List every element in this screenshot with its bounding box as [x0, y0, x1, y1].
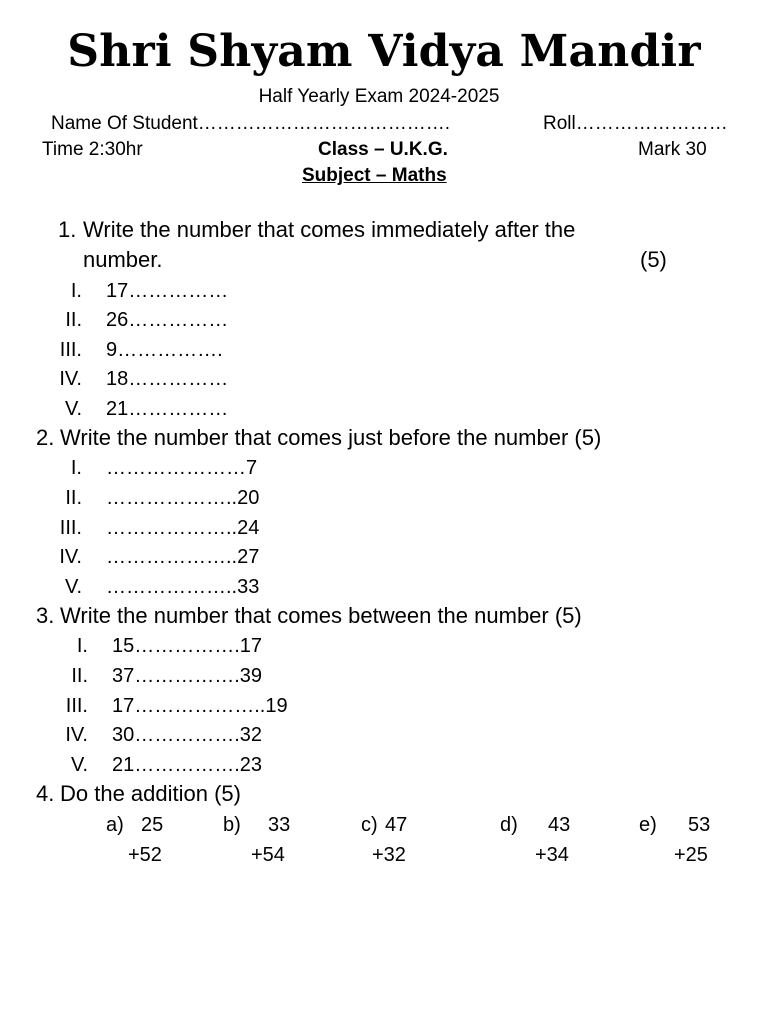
- blank-answer: 26……………: [106, 309, 229, 331]
- question-3-items: [0, 635, 768, 785]
- roman-numeral: II.: [65, 309, 82, 331]
- sum-top-number: 33: [268, 814, 291, 836]
- list-item: [0, 309, 400, 335]
- blank-answer: …………………7: [106, 457, 258, 479]
- class-label: Class – U.K.G.: [318, 139, 448, 160]
- blank-answer: 9…………….: [106, 339, 223, 361]
- exam-title: Half Yearly Exam 2024-2025: [258, 86, 500, 107]
- sum-label: c): [361, 814, 378, 836]
- sum-top-number: 43: [548, 814, 571, 836]
- list-item: [0, 576, 400, 602]
- sum-label: e): [639, 814, 657, 836]
- sum-bottom-number: +25: [674, 844, 708, 866]
- sum-bottom-number: +34: [535, 844, 569, 866]
- question-2: [0, 425, 768, 455]
- roman-numeral: I.: [70, 280, 82, 302]
- student-name-field: Name Of Student………………………………….: [51, 113, 451, 134]
- list-item: [0, 754, 400, 780]
- list-item: [0, 695, 400, 721]
- roll-field: Roll……………………: [543, 113, 728, 134]
- subject-label: Subject – Maths: [302, 165, 447, 186]
- blank-answer: 21……………: [106, 398, 229, 420]
- question-marks: (5): [640, 247, 667, 272]
- blank-answer: ………………..33: [106, 576, 260, 598]
- question-2-items: [0, 457, 768, 607]
- question-number: 4.: [36, 781, 55, 806]
- list-item: [0, 487, 400, 513]
- list-item: [0, 546, 400, 572]
- roman-numeral: V.: [70, 754, 88, 776]
- blank-answer: 30…………….32: [112, 724, 263, 746]
- roman-numeral: III.: [59, 517, 82, 539]
- sum-top-number: 25: [141, 814, 164, 836]
- blank-answer: ………………..24: [106, 517, 260, 539]
- list-item: [0, 339, 400, 365]
- question-1: [0, 217, 768, 277]
- blank-answer: 17……………: [106, 280, 229, 302]
- question-text: Write the number that comes immediately after the: [83, 217, 576, 242]
- sum-label: d): [500, 814, 518, 836]
- question-3: [0, 603, 768, 633]
- roman-numeral: II.: [71, 665, 88, 687]
- sum-label: b): [223, 814, 241, 836]
- list-item: [0, 665, 400, 691]
- sum-c: [361, 814, 481, 874]
- question-number: 3.: [36, 603, 55, 628]
- question-text-continued: number.: [83, 247, 163, 272]
- list-item: [0, 280, 400, 306]
- question-text: Write the number that comes just before the number (5): [60, 425, 602, 450]
- question-text: Do the addition (5): [60, 781, 241, 806]
- total-marks: Mark 30: [638, 139, 707, 160]
- roman-numeral: I.: [70, 457, 82, 479]
- list-item: [0, 724, 400, 750]
- roman-numeral: I.: [76, 635, 88, 657]
- question-4: [0, 781, 768, 811]
- sum-b: [223, 814, 343, 874]
- sum-label: a): [106, 814, 124, 836]
- blank-answer: ………………..20: [106, 487, 260, 509]
- sum-a: [106, 814, 226, 874]
- blank-answer: 21…………….23: [112, 754, 263, 776]
- list-item: [0, 368, 400, 394]
- question-text: Write the number that comes between the number (5): [60, 603, 582, 628]
- roman-numeral: V.: [64, 398, 82, 420]
- question-1-items: [0, 280, 768, 430]
- addition-problems: [0, 814, 768, 874]
- blank-answer: 18……………: [106, 368, 229, 390]
- exam-time: Time 2:30hr: [42, 139, 143, 160]
- blank-answer: 17………………..19: [112, 695, 288, 717]
- question-number: 2.: [36, 425, 55, 450]
- roman-numeral: IV.: [65, 724, 88, 746]
- sum-bottom-number: +52: [128, 844, 162, 866]
- blank-answer: ………………..27: [106, 546, 260, 568]
- list-item: [0, 635, 400, 661]
- list-item: [0, 517, 400, 543]
- question-number: 1.: [58, 217, 77, 242]
- blank-answer: 37…………….39: [112, 665, 263, 687]
- roman-numeral: IV.: [59, 546, 82, 568]
- roman-numeral: III.: [59, 339, 82, 361]
- roman-numeral: IV.: [59, 368, 82, 390]
- list-item: [0, 457, 400, 483]
- blank-answer: 15…………….17: [112, 635, 263, 657]
- sum-bottom-number: +54: [251, 844, 285, 866]
- sum-e: [639, 814, 759, 874]
- sum-top-number: 47: [385, 814, 408, 836]
- sum-bottom-number: +32: [372, 844, 406, 866]
- sum-d: [500, 814, 620, 874]
- sum-top-number: 53: [688, 814, 711, 836]
- list-item: [0, 398, 400, 424]
- school-name: Shri Shyam Vidya Mandir: [67, 26, 701, 77]
- roman-numeral: V.: [64, 576, 82, 598]
- roman-numeral: II.: [65, 487, 82, 509]
- roman-numeral: III.: [65, 695, 88, 717]
